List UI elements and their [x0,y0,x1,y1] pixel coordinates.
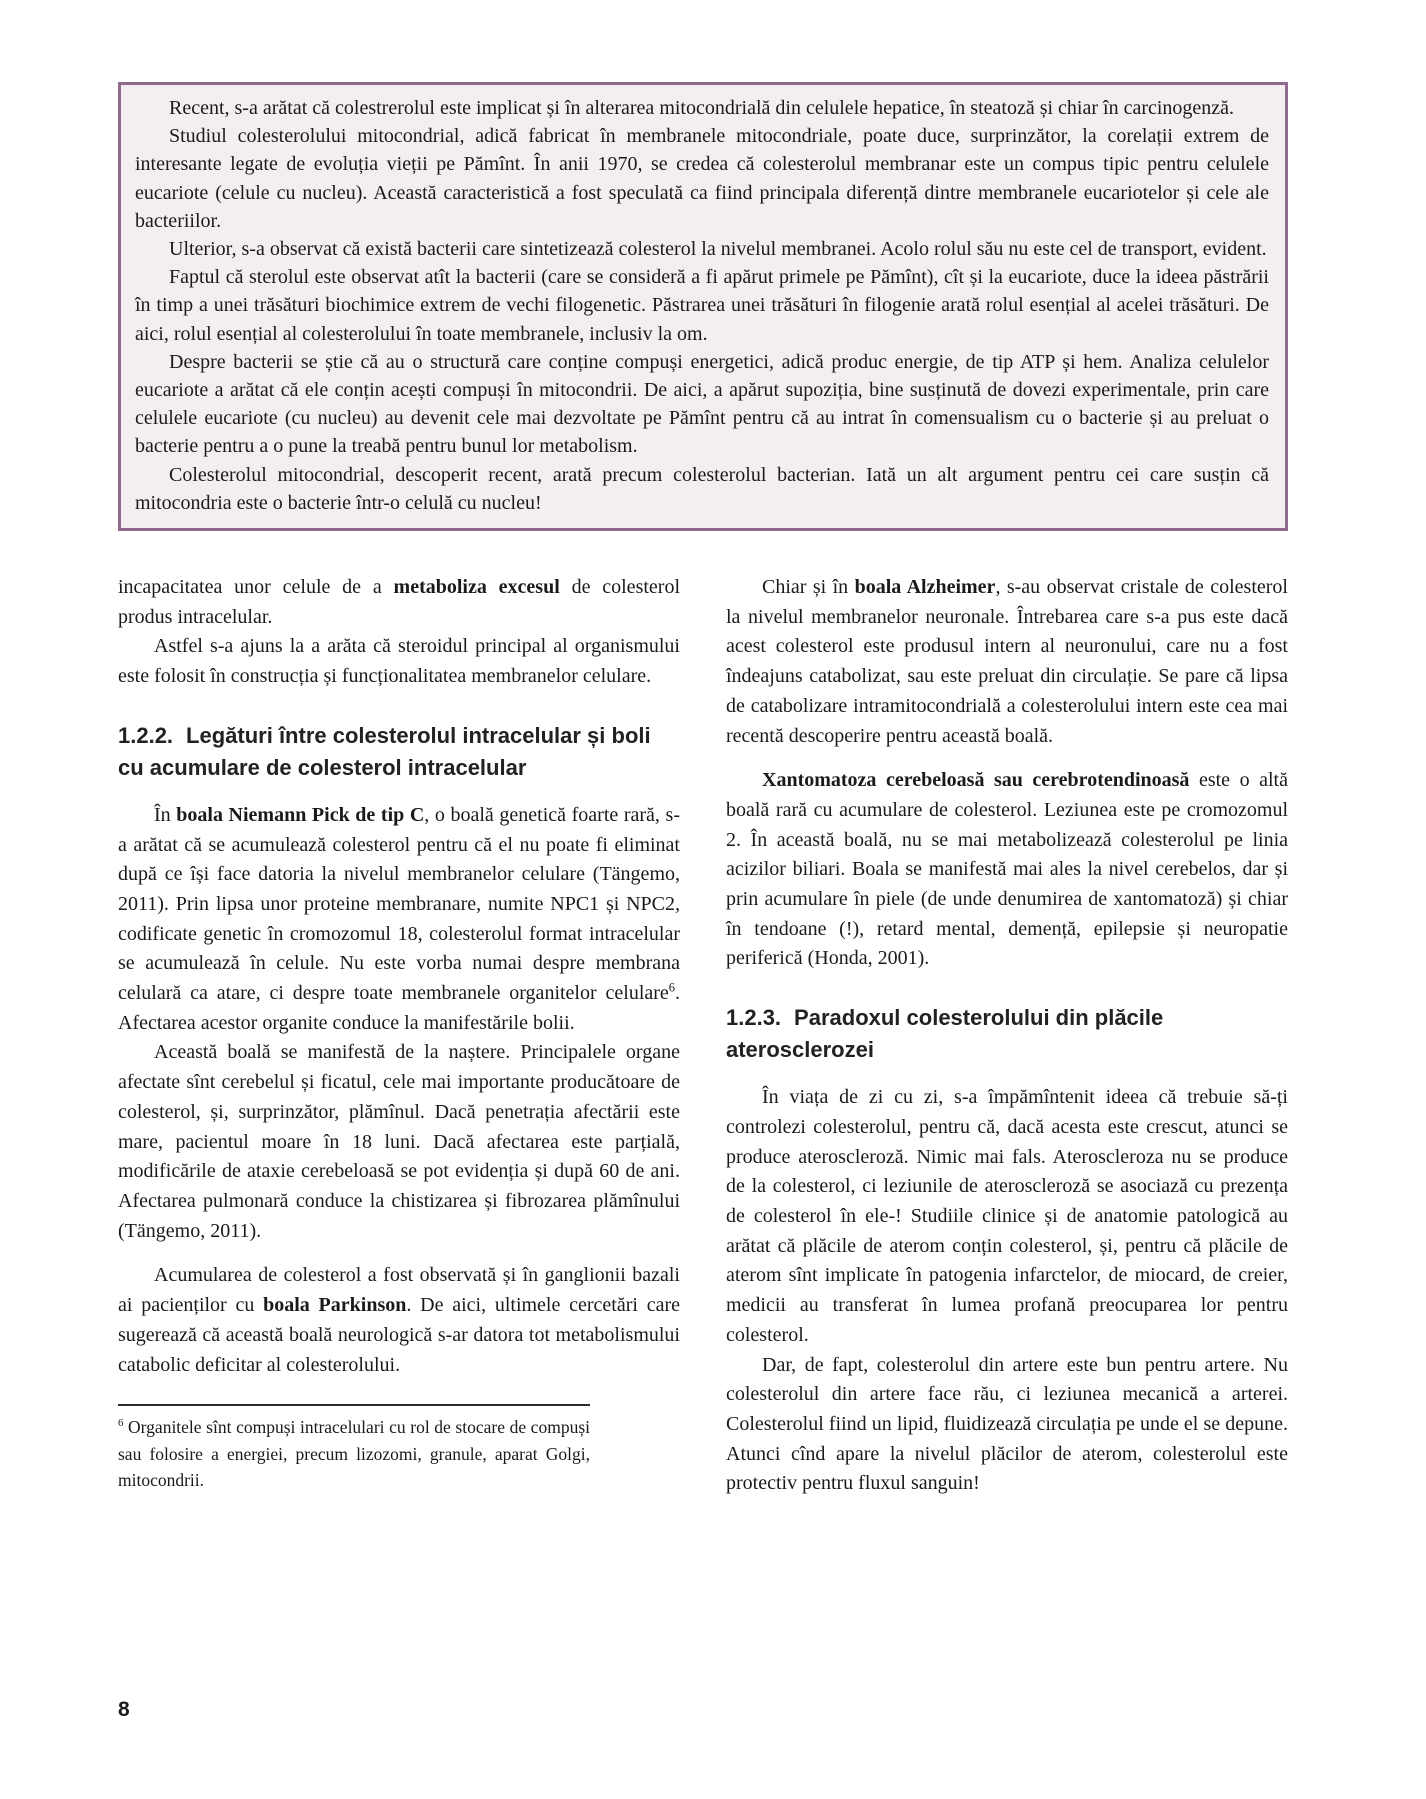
section-heading [726,1002,1288,1066]
text-run: de colesterol produs intracelular. [118,576,680,628]
text-run: În [154,803,177,826]
section-number: 1.2.2. [118,722,174,748]
footnote-marker: 6 [668,980,675,995]
text-run: Astfel s-a ajuns la a arăta că steroidul principal al organismului este folosit în construcția și funcționalitatea membranelor celulare. [118,635,680,688]
left-column [118,573,680,1499]
footnote-marker: 6 [118,1417,124,1430]
section-heading [118,720,680,784]
paragraph [135,461,1269,517]
paragraph [118,1261,680,1380]
bold-text: boala Niemann Pick de tip C [176,803,425,826]
text-run: Ulterior, s-a observat că există bacterii care sintetizează colesterol la nivelul membranei. Acolo rolul său nu este cel de transport, evident. [169,238,1267,261]
text-run: Această boală se manifestă de la naștere. Principalele organe afectate sînt cerebelul și ficatul, cele mai importante producătoare de colesterol, și, surprinzător, plămînul. Dacă penetrația afectării este mare, pacientul moare în 18 luni. Dacă afectarea este parțială, modificările de ataxie cerebeloasă se pot evidenția și după 60 de ani. Afectarea pulmonară conduce la chistizarea și fibrozarea plămînului (Tängemo, 2011). [118,1041,680,1242]
left-column-text [118,573,680,1380]
text-run: . De aici, ultimele cercetări care sugerează că această boală neurologică s-ar datora tot metabolismului catabolic deficitar al colesterolului. [118,1294,680,1376]
paragraph [726,1351,1288,1500]
text-run: . Afectarea acestor organite conduce la manifestările bolii. [118,982,680,1034]
bold-text: boala Parkinson [263,1294,407,1317]
text-run: Chiar și în [762,576,855,599]
section-title: Legături între colesterolul intracelular și boli cu acumulare de colesterol intracelular [118,722,651,780]
footnote [118,1404,590,1494]
text-run: Dar, de fapt, colesterolul din artere este bun pentru artere. Nu colesterolul din artere face rău, ci leziunea mecanică a arterei. Colesterolul fiind un lipid, fluidizează circulația pe unde el se depune. Atunci cînd apare la nivelul plăcilor de aterom, colesterolul este protectiv pentru fluxul sanguin! [726,1353,1288,1495]
text-run: , o boală genetică foarte rară, s-a arătat că se acumulează colesterol pentru că el nu poate fi eliminat după ce își face datoria la nivelul membranelor celulare (Tängemo, 2011). Prin lipsa unor proteine membranare, numite NPC1 și NPC2, codificate genetic în cromozomul 18, colesterolul format intracelular se acumulează în celule. Nu este vorba numai despre membrana celulară ca atare, ci despre toate membranele organitelor celulare [118,803,680,1005]
paragraph [726,573,1288,751]
two-column-layout [118,573,1288,1499]
text-run: Studiul colesterolului mitocondrial, adică fabricat în membranele mitocondriale, poate duce, surprinzător, la corelații extrem de interesante legate de evoluția vieții pe Pămînt. În anii 1970, se credea că colesterolul membranar este un compus tipic pentru celulele eucariote (celule cu nucleu). Această caracteristică a fost speculată ca fiind principala diferență dintre membranele eucariotelor și cele ale bacteriilor. [135,125,1269,232]
paragraph [135,348,1269,461]
page-number: 8 [118,1698,130,1721]
text-run: , s-au observat cristale de colesterol la nivelul membranelor neuronale. Întrebarea care s-a pus este dacă acest colesterol este produsul intern al neuronului, care nu a fost îndeajuns catabolizat, sau este preluat din circulație. Se pare că lipsa de catabolizare intramitocondrială a colesterolului intern este cea mai recentă descoperire pentru această boală. [726,576,1288,747]
right-column [726,573,1288,1499]
paragraph [135,122,1269,235]
page-content [118,82,1288,1499]
bold-text: Xantomatoza cerebeloasă sau cerebrotendinoasă [762,769,1190,792]
text-run: Acumularea de colesterol a fost observată și în ganglionii bazali ai pacienților cu [118,1264,680,1317]
text-run: În viața de zi cu zi, s-a împămîntenit ideea că trebuie să-ți controlezi colesterolul, pentru că, dacă acesta este crescut, atunci se produce ateroscleroză. Nimic mai fals. Ateroscleroza nu se produce de la colesterol, ci leziunile de ateroscleroză se asociază cu prezența de colesterol în ele-! Studiile clinice și de anatomie patologică au arătat că plăcile de aterom conțin colesterol, și, pentru că plăcile de aterom sînt implicate în patogenia infarctelor, de miocard, de creier, medicii au transferat în lumea profană preocuparea lor pentru colesterol. [726,1086,1288,1346]
text-run: Despre bacterii se știe că au o structură care conține compuși energetici, adică produc energie, de tip ATP și hem. Analiza celulelor eucariote a arătat că ele conțin acești compuși în mitocondrii. De aici, a apărut supoziția, bine susținută de dovezi experimentale, prin care celulele eucariote (cu nucleu) au devenit cele mai dezvoltate pe Pămînt pentru că au intrat în comensualism cu o bacterie și au preluat o bacterie pentru a o pune la treabă pentru bunul lor metabolism. [135,350,1269,458]
paragraph [726,766,1288,974]
intro-box [118,82,1288,531]
paragraph [118,632,680,691]
text-run: este o altă boală rară cu acumulare de colesterol. Leziunea este pe cromozomul 2. În această boală, nu se mai metabolizează colesterolul pe linia acizilor biliari. Boala se manifestă mai ales la nivel cerebelos, dar și prin acumulare în piele (de unde denumirea de xantomatoză) și chiar în tendoane (!), retard mental, demență, epilepsie și neuropatie periferică (Honda, 2001). [726,769,1288,970]
paragraph [118,801,680,1039]
paragraph [118,573,680,632]
text-run: Colesterolul mitocondrial, descoperit recent, arată precum colesterolul bacterian. Iată un alt argument pentru cei care susțin că mitocondria este o bacterie într-o celulă cu nucleu! [135,463,1269,514]
section-number: 1.2.3. [726,1005,782,1031]
section-title: Paradoxul colesterolului din plăcile aterosclerozei [726,1005,1164,1063]
text-run: Faptul că sterolul este observat atît la bacterii (care se consideră a fi apărut primele pe Pămînt), cît și la eucariote, duce la ideea păstrării în timp a unei trăsături biochimice extrem de vechi filogenetic. Păstrarea unei trăsături în filogenie arată rolul esențial al acelei trăsături. De aici, rolul esențial al colesterolului în toate membranele, inclusiv la om. [135,266,1269,345]
bold-text: metaboliza excesul [393,576,560,599]
right-column-text [726,573,1288,1499]
bold-text: boala Alzheimer [854,576,996,599]
text-run: Recent, s-a arătat că colestrerolul este implicat și în alterarea mitocondrială din celulele hepatice, în steatoză și chiar în carcinogenză. [169,97,1235,119]
text-run: incapacitatea unor celule de a [118,576,394,599]
text-run: Organitele sînt compuși intracelulari cu rol de stocare de compuși sau folosire a energiei, precum lizozomi, granule, aparat Golgi, mitocondrii. [118,1417,590,1491]
paragraph [135,263,1269,348]
paragraph [135,235,1269,263]
paragraph [118,1038,680,1246]
paragraph [726,1083,1288,1350]
paragraph [135,94,1269,122]
